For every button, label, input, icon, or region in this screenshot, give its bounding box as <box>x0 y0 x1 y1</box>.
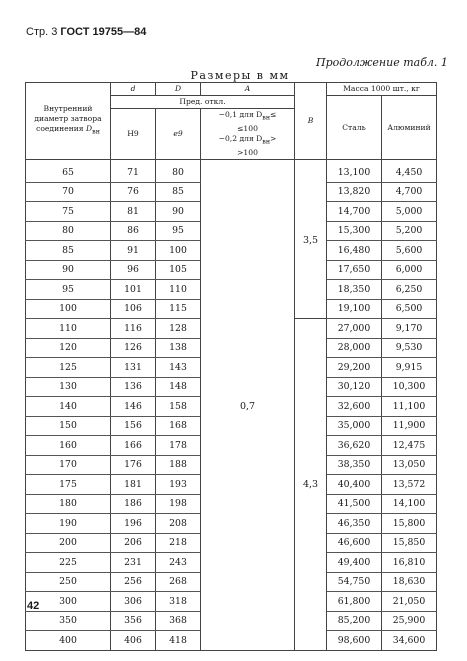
cell-aluminium: 6,500 <box>382 299 437 319</box>
cell-steel: 13,820 <box>327 182 382 202</box>
cell-inner-diameter: 300 <box>26 592 111 612</box>
cell-aluminium: 11,900 <box>382 416 437 436</box>
cell-d: 176 <box>111 455 156 475</box>
cell-steel: 46,350 <box>327 514 382 534</box>
cell-D: 143 <box>156 358 201 378</box>
cell-d: 86 <box>111 221 156 241</box>
cell-D: 95 <box>156 221 201 241</box>
cell-inner-diameter: 170 <box>26 455 111 475</box>
cell-D: 243 <box>156 553 201 573</box>
cell-inner-diameter: 65 <box>26 163 111 182</box>
cell-steel: 46,600 <box>327 533 382 553</box>
cell-inner-diameter: 85 <box>26 241 111 261</box>
header-inner-diameter: Внутренний диаметр затвора соединения $D_{вн}$ <box>26 83 111 160</box>
cell-D: 318 <box>156 592 201 612</box>
cell-d: 91 <box>111 241 156 261</box>
cell-steel: 41,500 <box>327 494 382 514</box>
cell-d: 136 <box>111 377 156 397</box>
cell-inner-diameter: 200 <box>26 533 111 553</box>
cell-aluminium: 9,915 <box>382 358 437 378</box>
cell-D: 100 <box>156 241 201 261</box>
cell-D: 138 <box>156 338 201 358</box>
header-B: B <box>295 83 327 160</box>
header-A-tolerance: −0,1 для $D_{вн}\le$ ≤100 −0,2 для $D_{вн}>$ >100 <box>201 109 295 160</box>
cell-d: 131 <box>111 358 156 378</box>
header-tolerance: Пред. откл. <box>111 96 295 109</box>
cell-inner-diameter: 70 <box>26 182 111 202</box>
cell-aluminium: 5,200 <box>382 221 437 241</box>
cell-aluminium: 4,450 <box>382 163 437 182</box>
cell-d: 116 <box>111 319 156 339</box>
cell-inner-diameter: 350 <box>26 611 111 631</box>
cell-steel: 28,000 <box>327 338 382 358</box>
cell-steel: 27,000 <box>327 319 382 339</box>
cell-aluminium: 13,572 <box>382 475 437 495</box>
cell-aluminium: 21,050 <box>382 592 437 612</box>
cell-inner-diameter: 110 <box>26 319 111 339</box>
cell-steel: 13,100 <box>327 163 382 182</box>
cell-inner-diameter: 95 <box>26 280 111 300</box>
cell-steel: 16,480 <box>327 241 382 261</box>
header-H9: H9 <box>111 109 156 160</box>
cell-inner-diameter: 160 <box>26 436 111 456</box>
header-aluminium: Алюминий <box>382 96 437 160</box>
cell-inner-diameter: 90 <box>26 260 111 280</box>
cell-inner-diameter: 125 <box>26 358 111 378</box>
cell-D: 85 <box>156 182 201 202</box>
cell-d: 146 <box>111 397 156 417</box>
cell-B-second: 4,3 <box>295 319 327 651</box>
cell-aluminium: 11,100 <box>382 397 437 417</box>
cell-aluminium: 13,050 <box>382 455 437 475</box>
cell-aluminium: 9,530 <box>382 338 437 358</box>
cell-d: 186 <box>111 494 156 514</box>
cell-inner-diameter: 225 <box>26 553 111 573</box>
table-body <box>26 160 437 651</box>
cell-d: 231 <box>111 553 156 573</box>
cell-steel: 14,700 <box>327 202 382 222</box>
cell-steel: 98,600 <box>327 631 382 651</box>
cell-D: 178 <box>156 436 201 456</box>
cell-inner-diameter: 190 <box>26 514 111 534</box>
cell-d: 76 <box>111 182 156 202</box>
cell-D: 218 <box>156 533 201 553</box>
cell-d: 256 <box>111 572 156 592</box>
cell-d: 206 <box>111 533 156 553</box>
cell-inner-diameter: 100 <box>26 299 111 319</box>
table-row <box>26 163 437 182</box>
cell-inner-diameter: 80 <box>26 221 111 241</box>
cell-steel: 36,620 <box>327 436 382 456</box>
cell-d: 406 <box>111 631 156 651</box>
cell-D: 188 <box>156 455 201 475</box>
cell-steel: 49,400 <box>327 553 382 573</box>
cell-inner-diameter: 130 <box>26 377 111 397</box>
cell-D: 368 <box>156 611 201 631</box>
cell-d: 356 <box>111 611 156 631</box>
page-number: 42 <box>27 600 40 612</box>
cell-d: 156 <box>111 416 156 436</box>
cell-D: 80 <box>156 163 201 182</box>
cell-d: 126 <box>111 338 156 358</box>
header-d: d <box>111 83 156 96</box>
cell-d: 106 <box>111 299 156 319</box>
cell-aluminium: 14,100 <box>382 494 437 514</box>
header-A: A <box>201 83 295 96</box>
cell-D: 115 <box>156 299 201 319</box>
cell-steel: 32,600 <box>327 397 382 417</box>
dimensions-table <box>25 82 437 651</box>
cell-d: 181 <box>111 475 156 495</box>
cell-D: 128 <box>156 319 201 339</box>
cell-inner-diameter: 175 <box>26 475 111 495</box>
cell-steel: 54,750 <box>327 572 382 592</box>
cell-inner-diameter: 140 <box>26 397 111 417</box>
cell-steel: 15,300 <box>327 221 382 241</box>
cell-aluminium: 5,600 <box>382 241 437 261</box>
cell-D: 148 <box>156 377 201 397</box>
cell-aluminium: 6,000 <box>382 260 437 280</box>
cell-D: 90 <box>156 202 201 222</box>
cell-D: 158 <box>156 397 201 417</box>
cell-steel: 61,800 <box>327 592 382 612</box>
cell-aluminium: 12,475 <box>382 436 437 456</box>
cell-A: 0,7 <box>201 163 295 650</box>
cell-aluminium: 4,700 <box>382 182 437 202</box>
cell-d: 101 <box>111 280 156 300</box>
cell-D: 208 <box>156 514 201 534</box>
cell-aluminium: 10,300 <box>382 377 437 397</box>
cell-inner-diameter: 150 <box>26 416 111 436</box>
cell-D: 268 <box>156 572 201 592</box>
cell-steel: 18,350 <box>327 280 382 300</box>
units-note: Размеры в мм <box>190 69 290 82</box>
page-header <box>26 26 146 38</box>
continuation-note: Продолжение табл. 1 <box>316 56 448 69</box>
header-e9: e9 <box>156 109 201 160</box>
cell-inner-diameter: 250 <box>26 572 111 592</box>
cell-aluminium: 25,900 <box>382 611 437 631</box>
cell-steel: 40,400 <box>327 475 382 495</box>
cell-D: 105 <box>156 260 201 280</box>
cell-D: 193 <box>156 475 201 495</box>
cell-steel: 85,200 <box>327 611 382 631</box>
cell-inner-diameter: 75 <box>26 202 111 222</box>
cell-inner-diameter: 180 <box>26 494 111 514</box>
cell-steel: 29,200 <box>327 358 382 378</box>
standard-number: ГОСТ 19755—84 <box>60 26 147 38</box>
cell-aluminium: 16,810 <box>382 553 437 573</box>
cell-steel: 35,000 <box>327 416 382 436</box>
header-mass: Масса 1000 шт., кг <box>327 83 437 96</box>
cell-B-first: 3,5 <box>295 163 327 319</box>
cell-D: 198 <box>156 494 201 514</box>
cell-d: 306 <box>111 592 156 612</box>
cell-d: 81 <box>111 202 156 222</box>
cell-steel: 19,100 <box>327 299 382 319</box>
cell-D: 110 <box>156 280 201 300</box>
cell-inner-diameter: 120 <box>26 338 111 358</box>
cell-aluminium: 34,600 <box>382 631 437 651</box>
cell-aluminium: 15,800 <box>382 514 437 534</box>
cell-D: 168 <box>156 416 201 436</box>
cell-D: 418 <box>156 631 201 651</box>
page-label: Стр. 3 <box>26 26 58 38</box>
cell-d: 71 <box>111 163 156 182</box>
cell-aluminium: 5,000 <box>382 202 437 222</box>
cell-aluminium: 6,250 <box>382 280 437 300</box>
cell-d: 166 <box>111 436 156 456</box>
cell-inner-diameter: 400 <box>26 631 111 651</box>
header-D: D <box>156 83 201 96</box>
cell-aluminium: 9,170 <box>382 319 437 339</box>
header-steel: Сталь <box>327 96 382 160</box>
cell-d: 196 <box>111 514 156 534</box>
cell-d: 96 <box>111 260 156 280</box>
cell-aluminium: 15,850 <box>382 533 437 553</box>
cell-steel: 30,120 <box>327 377 382 397</box>
cell-steel: 38,350 <box>327 455 382 475</box>
cell-steel: 17,650 <box>327 260 382 280</box>
cell-aluminium: 18,630 <box>382 572 437 592</box>
